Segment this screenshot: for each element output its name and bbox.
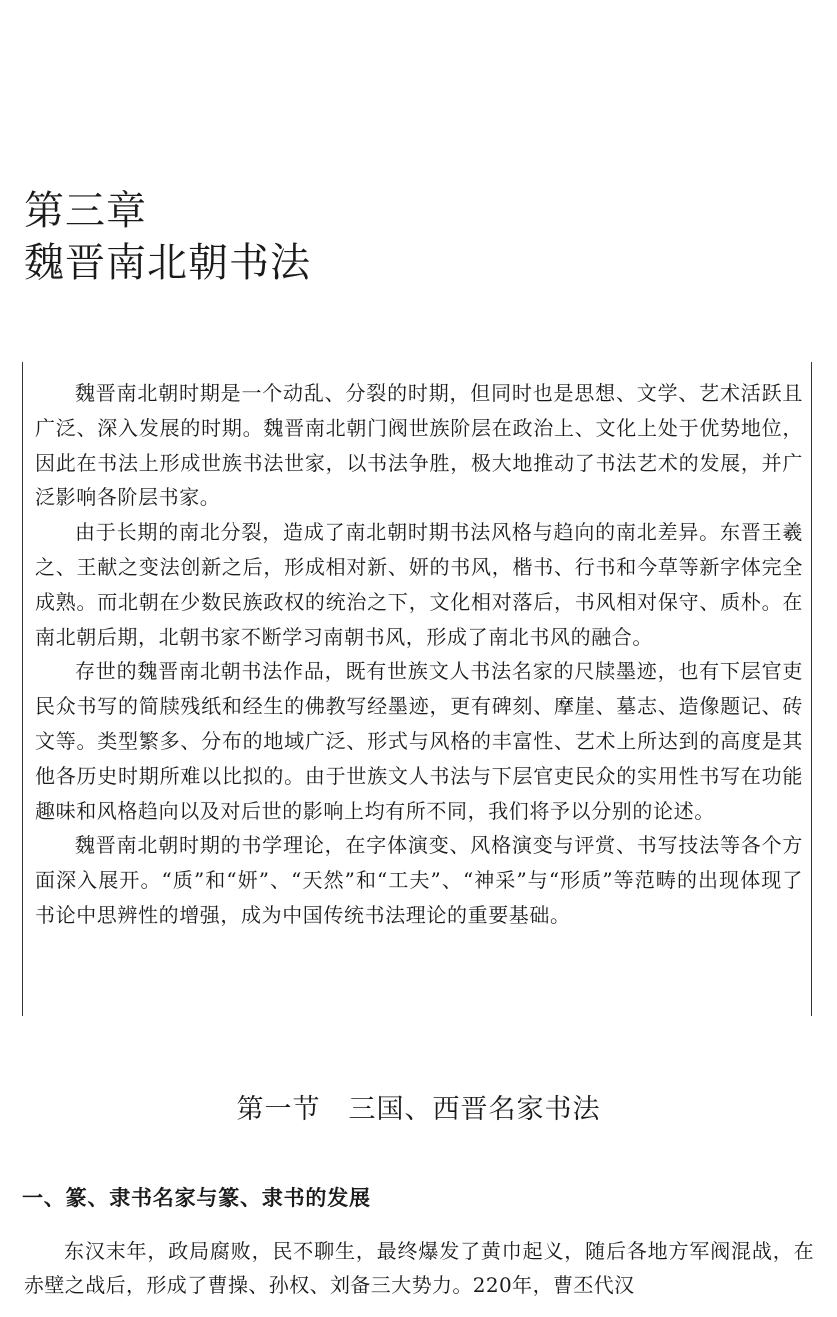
abstract-paragraph: 由于长期的南北分裂，造成了南北朝时期书法风格与趋向的南北差异。东晋王羲之、王献之变法创新之后，形成相对新、妍的书风，楷书、行书和今草等新字体完全成熟。而北朝在少数民族政权的统治之下，文化相对落后，书风相对保守、质朴。在南北朝后期，北朝书家不断学习南朝书风，形成了南北书风的融合。 <box>35 520 803 649</box>
body-text <box>24 1234 814 1302</box>
subsection-title: 一、篆、隶书名家与篆、隶书的发展 <box>22 1186 371 1210</box>
abstract-paragraph: 魏晋南北朝时期是一个动乱、分裂的时期，但同时也是思想、文学、艺术活跃且广泛、深入发展的时期。魏晋南北朝门阀世族阶层在政治上、文化上处于优势地位，因此在书法上形成世族书法世家，以书法争胜，极大地推动了书法艺术的发展，并广泛影响各阶层书家。 <box>35 381 803 510</box>
chapter-title: 魏晋南北朝书法 <box>24 240 311 286</box>
abstract-paragraph: 魏晋南北朝时期的书学理论，在字体演变、风格演变与评赏、书写技法等各个方面深入展开。“质”和“妍”、“天然”和“工夫”、“神采”与“形质”等范畴的出现体现了书论中思辨性的增强，成为中国传统书法理论的重要基础。 <box>35 833 803 927</box>
body-paragraph: 东汉末年，政局腐败，民不聊生，最终爆发了黄巾起义，随后各地方军阀混战，在赤壁之战后，形成了曹操、孙权、刘备三大势力。220年，曹丕代汉 <box>24 1239 814 1297</box>
chapter-number: 第三章 <box>24 188 147 234</box>
section-title: 第一节 三国、西晋名家书法 <box>236 1094 601 1125</box>
chapter-abstract <box>35 376 803 933</box>
abstract-paragraph: 存世的魏晋南北朝书法作品，既有世族文人书法名家的尺牍墨迹，也有下层官吏民众书写的简牍残纸和经生的佛教写经墨迹，更有碑刻、摩崖、墓志、造像题记、砖文等。类型繁多、分布的地域广泛、形式与风格的丰富性、艺术上所达到的高度是其他各历史时期所难以比拟的。由于世族文人书法与下层官吏民众的实用性书写在功能趣味和风格趋向以及对后世的影响上均有所不同，我们将予以分别的论述。 <box>35 659 803 823</box>
chapter-abstract-box <box>22 362 812 1016</box>
